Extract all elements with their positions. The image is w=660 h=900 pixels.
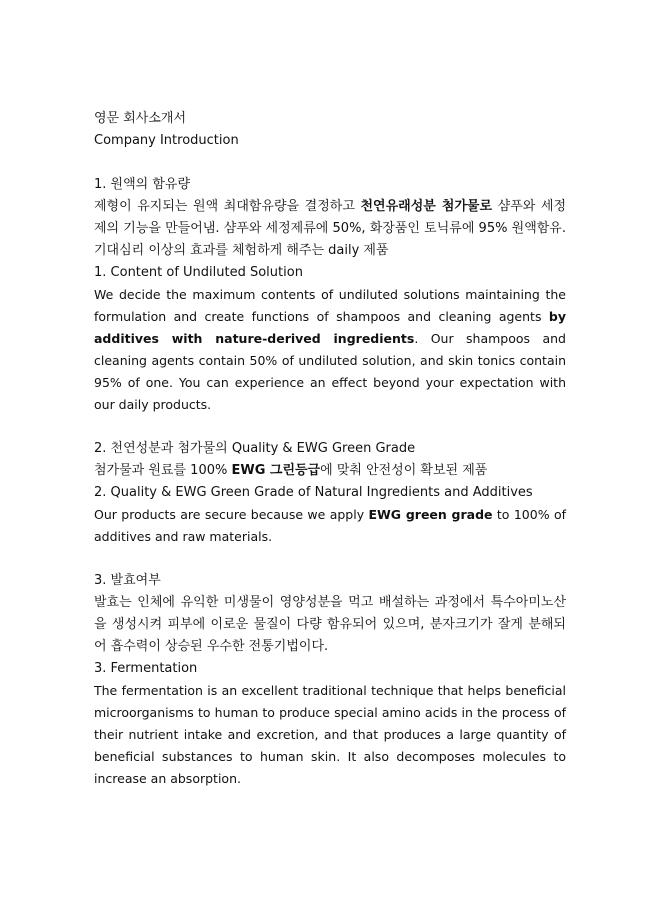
section2-body-korean-part-a: 첨가물과 원료를 100% xyxy=(94,463,232,478)
section2-body-korean-emphasis: EWG 그린등급 xyxy=(231,463,321,478)
spacer xyxy=(94,152,566,174)
section1-body-english-emphasis: by additives with nature-derived ingredients xyxy=(94,309,566,346)
document-title-korean: 영문 회사소개서 xyxy=(94,111,187,126)
section2-body-korean-part-c: 에 맞춰 안전성이 확보된 제품 xyxy=(320,463,488,478)
section3-heading-korean: 3. 발효여부 xyxy=(94,573,161,588)
section3-body-korean: 발효는 인체에 유익한 미생물이 영양성분을 먹고 배설하는 과정에서 특수아미노산을 생성시켜 피부에 이로운 물질이 다량 함유되어 있으며, 분자크기가 잘게 분해되어 흡수력이 상승된 우수한 전통기법이다. xyxy=(94,595,566,654)
section1-body-english-part-a: We decide the maximum contents of undiluted solutions maintaining the formulation and create functions of shampoos and cleaning agents xyxy=(94,287,566,324)
section2-heading-english: 2. Quality & EWG Green Grade of Natural Ingredients and Additives xyxy=(94,485,533,500)
section2-body-korean xyxy=(94,460,566,482)
section1-body-korean xyxy=(94,196,566,262)
section1-body-korean-emphasis: 천연유래성분 첨가물로 xyxy=(360,199,493,214)
section2-heading-korean: 2. 천연성분과 첨가물의 Quality & EWG Green Grade xyxy=(94,441,416,456)
section2-body-english xyxy=(94,504,566,548)
section1-body-korean-part-a: 제형이 유지되는 원액 최대함유량을 결정하고 xyxy=(94,199,361,214)
section1-heading-english: 1. Content of Undiluted Solution xyxy=(94,265,303,280)
section1-body-english xyxy=(94,284,566,416)
section2-body-english-part-c: to 100% of additives and raw materials. xyxy=(94,507,566,544)
section3-body-english: The fermentation is an excellent traditional technique that helps beneficial microorganisms to human to produce special amino acids in the process of their nutrient intake and excretion, and that produces a large quantity of beneficial substances to human skin. It also decomposes molecules to increase an absorption. xyxy=(94,683,566,786)
spacer xyxy=(94,548,566,570)
section3-heading-english: 3. Fermentation xyxy=(94,661,198,676)
document-content xyxy=(94,108,566,790)
section2-body-english-part-a: Our products are secure because we apply xyxy=(94,507,369,522)
section2-body-english-emphasis: EWG green grade xyxy=(368,507,493,522)
section1-body-english-part-c: . Our shampoos and cleaning agents contain 50% of undiluted solution, and skin tonics contain 95% of one. You can experience an effect beyond your expectation with our daily products. xyxy=(94,331,566,412)
document-title-english: Company Introduction xyxy=(94,133,239,148)
section1-body-korean-part-c: 샴푸와 세정제의 기능을 만들어냄. 샴푸와 세정제류에 50%, 화장품인 토닉류에 95% 원액함유. 기대심리 이상의 효과를 체험하게 해주는 daily 제품 xyxy=(94,199,567,258)
spacer xyxy=(94,416,566,438)
section1-heading-korean: 1. 원액의 함유량 xyxy=(94,177,191,192)
